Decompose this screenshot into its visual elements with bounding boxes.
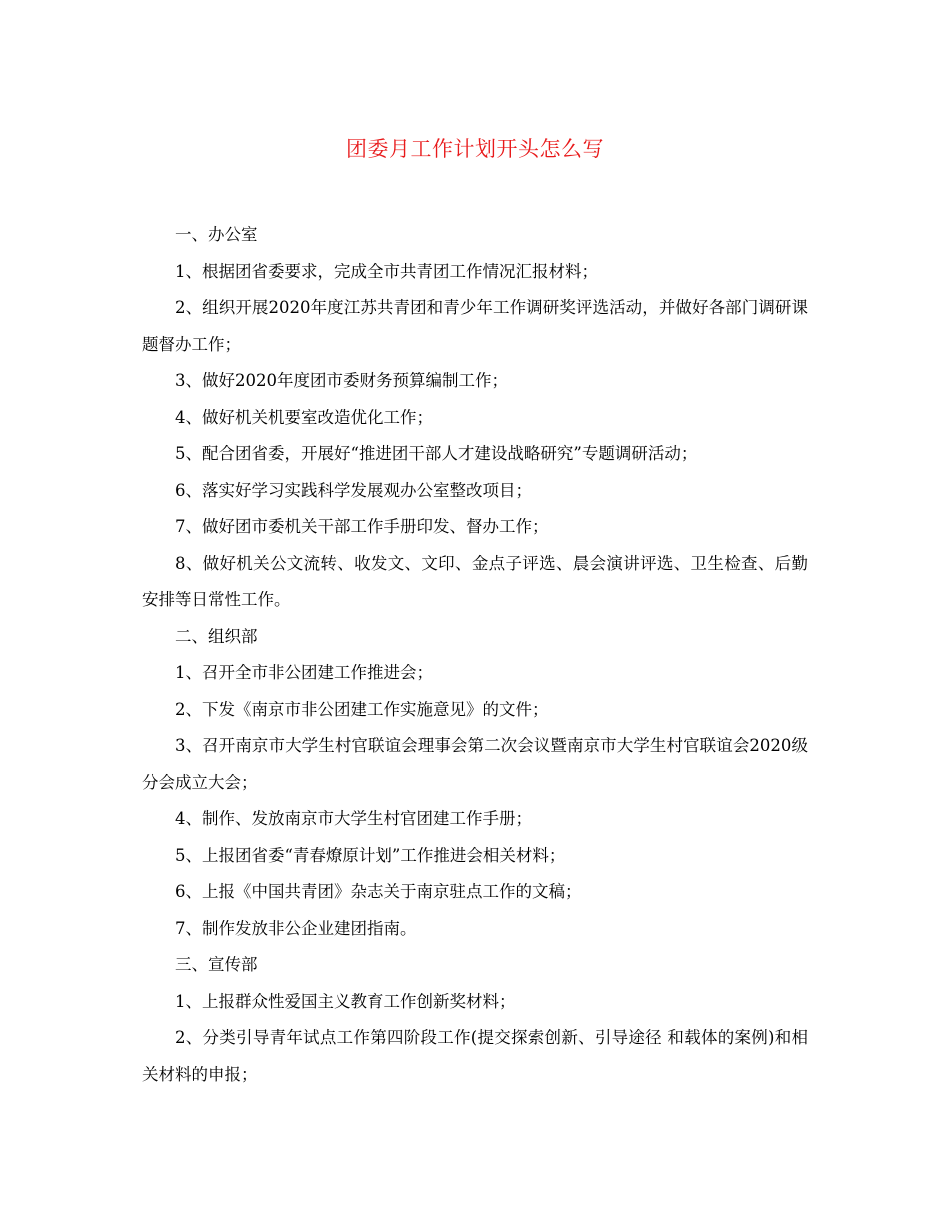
list-item: 4、制作、发放南京市大学生村官团建工作手册； <box>175 809 532 828</box>
list-item: 6、落实好学习实践科学发展观办公室整改项目； <box>175 480 532 500</box>
list-item: 1、根据团省委要求，完成全市共青团工作情况汇报材料； <box>175 261 598 281</box>
list-item: 7、做好团市委机关干部工作手册印发、督办工作； <box>175 517 549 536</box>
document-title: 团委月工作计划开头怎么写 <box>346 137 604 161</box>
list-item: 5、配合团省委，开展好“推进团干部人才建设战略研究”专题调研活动； <box>175 444 698 463</box>
list-item: 3、召开南京市大学生村官联谊会理事会第二次会议暨南京市大学生村官联谊会2020级分会成立大会； <box>142 736 808 792</box>
list-item: 2、组织开展2020年度江苏共青团和青少年工作调研奖评选活动，并做好各部门调研课题督办工作； <box>142 298 808 354</box>
list-item: 2、下发《南京市非公团建工作实施意见》的文件； <box>175 699 549 719</box>
list-item: 4、做好机关机要室改造优化工作； <box>175 407 433 427</box>
list-item: 7、制作发放非公企业建团指南。 <box>175 918 417 938</box>
section-heading-office: 一、办公室 <box>175 225 258 244</box>
section-heading-organization: 二、组织部 <box>175 626 258 646</box>
list-item: 3、做好2020年度团市委财务预算编制工作； <box>175 371 508 390</box>
document-body <box>142 217 808 1093</box>
list-item: 8、做好机关公文流转、收发文、文印、金点子评选、晨会演讲评选、卫生检查、后勤安排等日常性工作。 <box>142 553 808 609</box>
list-item: 2、分类引导青年试点工作第四阶段工作(提交探索创新、引导途径 和载体的案例)和相关材料的申报； <box>142 1028 808 1084</box>
list-item: 5、上报团省委“青春燎原计划”工作推进会相关材料； <box>175 845 566 865</box>
list-item: 1、上报群众性爱国主义教育工作创新奖材料； <box>175 991 516 1011</box>
list-item: 1、召开全市非公团建工作推进会； <box>175 663 433 682</box>
list-item: 6、上报《中国共青团》杂志关于南京驻点工作的文稿； <box>175 882 582 901</box>
section-heading-publicity: 三、宣传部 <box>175 955 258 974</box>
